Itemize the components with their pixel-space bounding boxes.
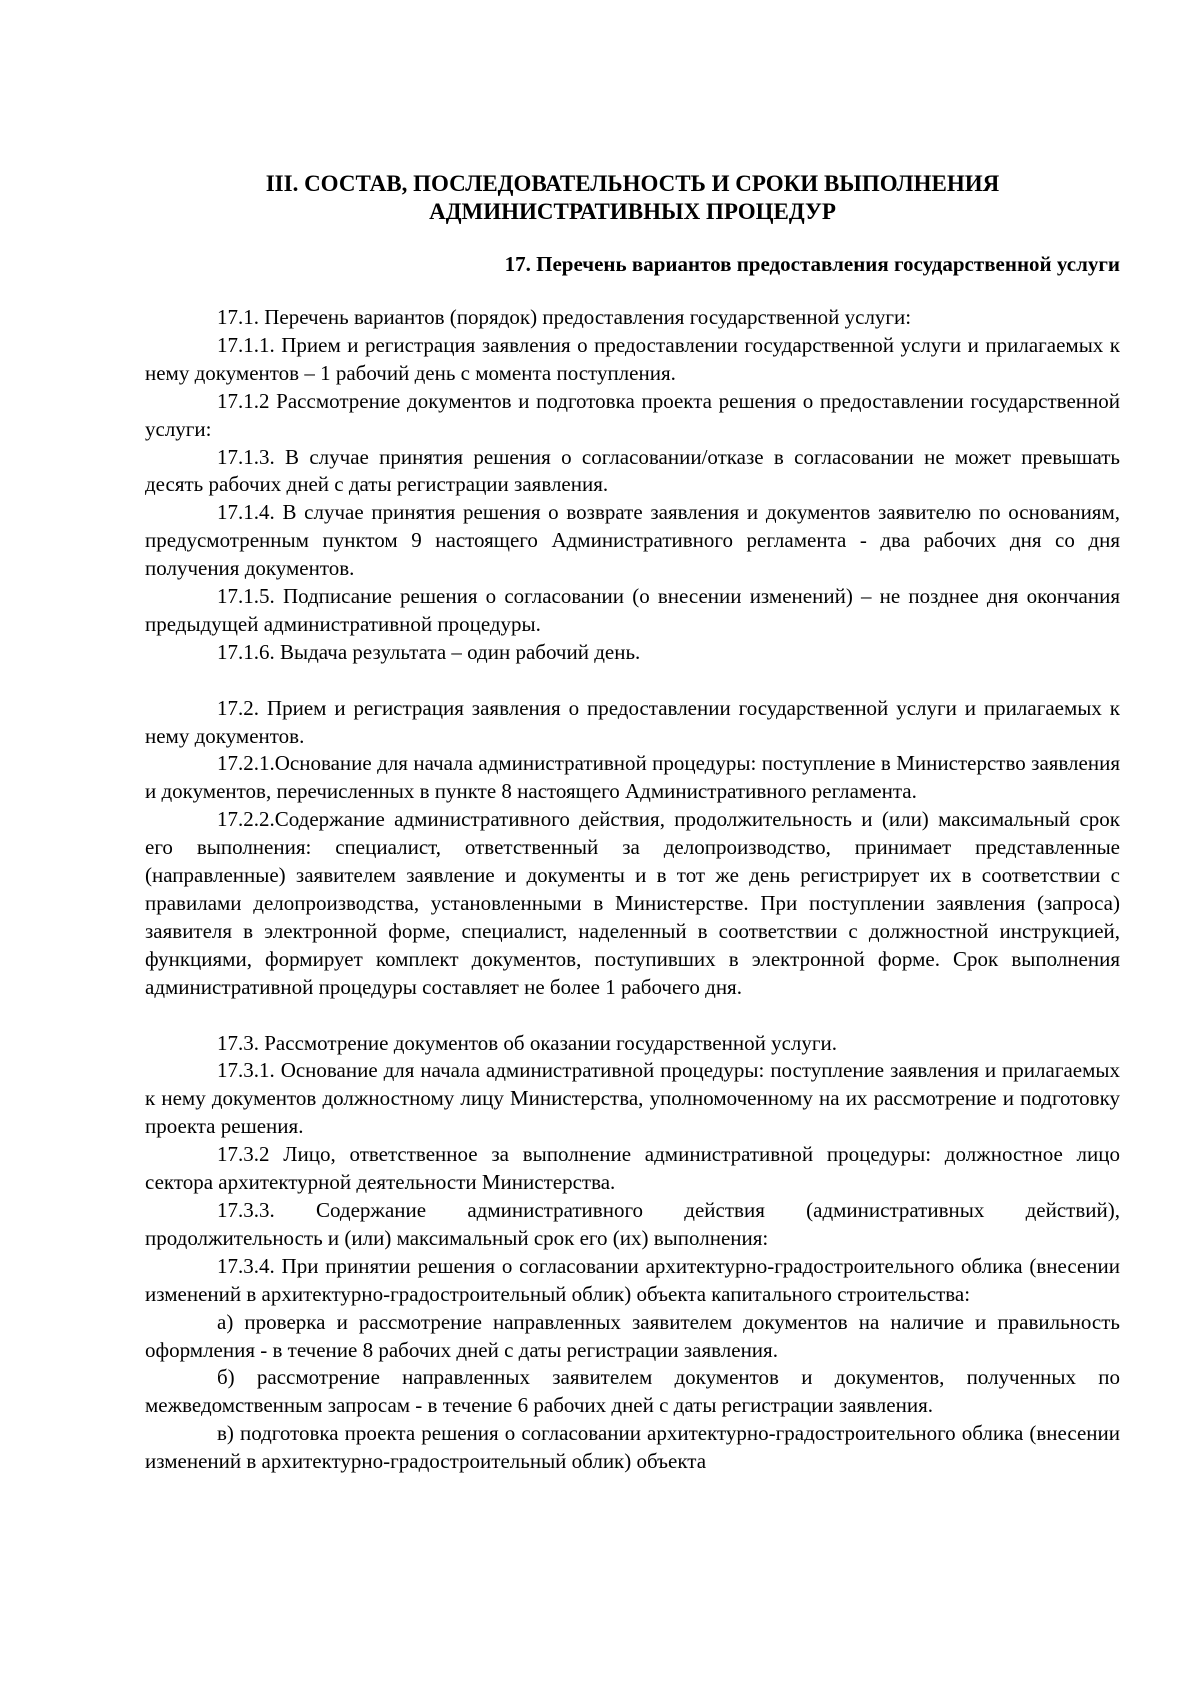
paragraph-17-3-2: 17.3.2 Лицо, ответственное за выполнение административной процедуры: должностное лицо сектора архитектурной деятельности Министерства. bbox=[145, 1142, 1120, 1195]
paragraph-17-3-1: 17.3.1. Основание для начала административной процедуры: поступление заявления и прилагаемых к нему документов должностному лицу Министерства, уполномоченному на их рассмотрение и подготовку проекта решения. bbox=[145, 1058, 1120, 1139]
paragraph-17-1-4: 17.1.4. В случае принятия решения о возврате заявления и документов заявителю по основаниям, предусмотренным пунктом 9 настоящего Административного регламента - два рабочих дня со дня получения документов. bbox=[145, 500, 1120, 581]
paragraph-17-2-2: 17.2.2.Содержание административного действия, продолжительность и (или) максимальный срок его выполнения: специалист, ответственный за делопроизводство, принимает представленные (направленные) заявителем заявление и документы и в тот же день регистрирует их в соответствии с правилами делопроизводства, установленными в Министерстве. При поступлении заявления (запроса) заявителя в электронной форме, специалист, наделенный в соответствии с должностной инструкцией, функциями, формирует комплект документов, поступивших в электронной форме. Срок выполнения административной процедуры составляет не более 1 рабочего дня. bbox=[145, 807, 1120, 999]
paragraph-17-1-5: 17.1.5. Подписание решения о согласовании (о внесении изменений) – не позднее дня окончания предыдущей административной процедуры. bbox=[145, 584, 1120, 636]
paragraph-17-3-4: 17.3.4. При принятии решения о согласовании архитектурно-градостроительного облика (внесении изменений в архитектурно-градостроительный облик) объекта капитального строительства: bbox=[145, 1253, 1120, 1306]
paragraph-17-1-6: 17.1.6. Выдача результата – один рабочий день. bbox=[217, 639, 641, 664]
document-body bbox=[145, 304, 1120, 1476]
paragraph-17-2: 17.2. Прием и регистрация заявления о предоставлении государственной услуги и прилагаемых к нему документов. bbox=[145, 695, 1120, 748]
section-title-line-1: III. СОСТАВ, ПОСЛЕДОВАТЕЛЬНОСТЬ И СРОКИ ВЫПОЛНЕНИЯ bbox=[265, 171, 1000, 196]
paragraph-17-1-3: 17.1.3. В случае принятия решения о согласовании/отказе в согласовании не может превышать десять рабочих дней с даты регистрации заявления. bbox=[145, 444, 1120, 497]
paragraph-item-b: б) рассмотрение направленных заявителем документов и документов, полученных по межведомственным запросам - в течение 6 рабочих дней с даты регистрации заявления. bbox=[145, 1365, 1120, 1418]
paragraph-17-2-1: 17.2.1.Основание для начала административной процедуры: поступление в Министерство заявления и документов, перечисленных в пункте 8 настоящего Административного регламента. bbox=[145, 751, 1120, 804]
section-title bbox=[145, 170, 1120, 226]
paragraph-item-a: а) проверка и рассмотрение направленных заявителем документов на наличие и правильность оформления - в течение 8 рабочих дней с даты регистрации заявления. bbox=[145, 1309, 1120, 1362]
paragraph-17-1: 17.1. Перечень вариантов (порядок) предоставления государственной услуги: bbox=[217, 305, 912, 329]
paragraph-17-3: 17.3. Рассмотрение документов об оказании государственной услуги. bbox=[217, 1030, 837, 1055]
paragraph-17-3-3: 17.3.3. Содержание административного действия (административных действий), продолжительность и (или) максимальный срок его (их) выполнения: bbox=[145, 1197, 1120, 1250]
subsection-title: 17. Перечень вариантов предоставления государственной услуги bbox=[504, 252, 1120, 276]
paragraph-17-1-1: 17.1.1. Прием и регистрация заявления о предоставлении государственной услуги и прилагаемых к нему документов – 1 рабочий день с момента поступления. bbox=[145, 332, 1120, 385]
paragraph-17-1-2: 17.1.2 Рассмотрение документов и подготовка проекта решения о предоставлении государственной услуги: bbox=[145, 388, 1120, 441]
paragraph-item-v: в) подготовка проекта решения о согласовании архитектурно-градостроительного облика (внесении изменений в архитектурно-градостроительный облик) объекта bbox=[145, 1421, 1120, 1474]
document-page bbox=[145, 170, 1120, 1476]
section-title-line-2: АДМИНИСТРАТИВНЫХ ПРОЦЕДУР bbox=[429, 199, 836, 224]
